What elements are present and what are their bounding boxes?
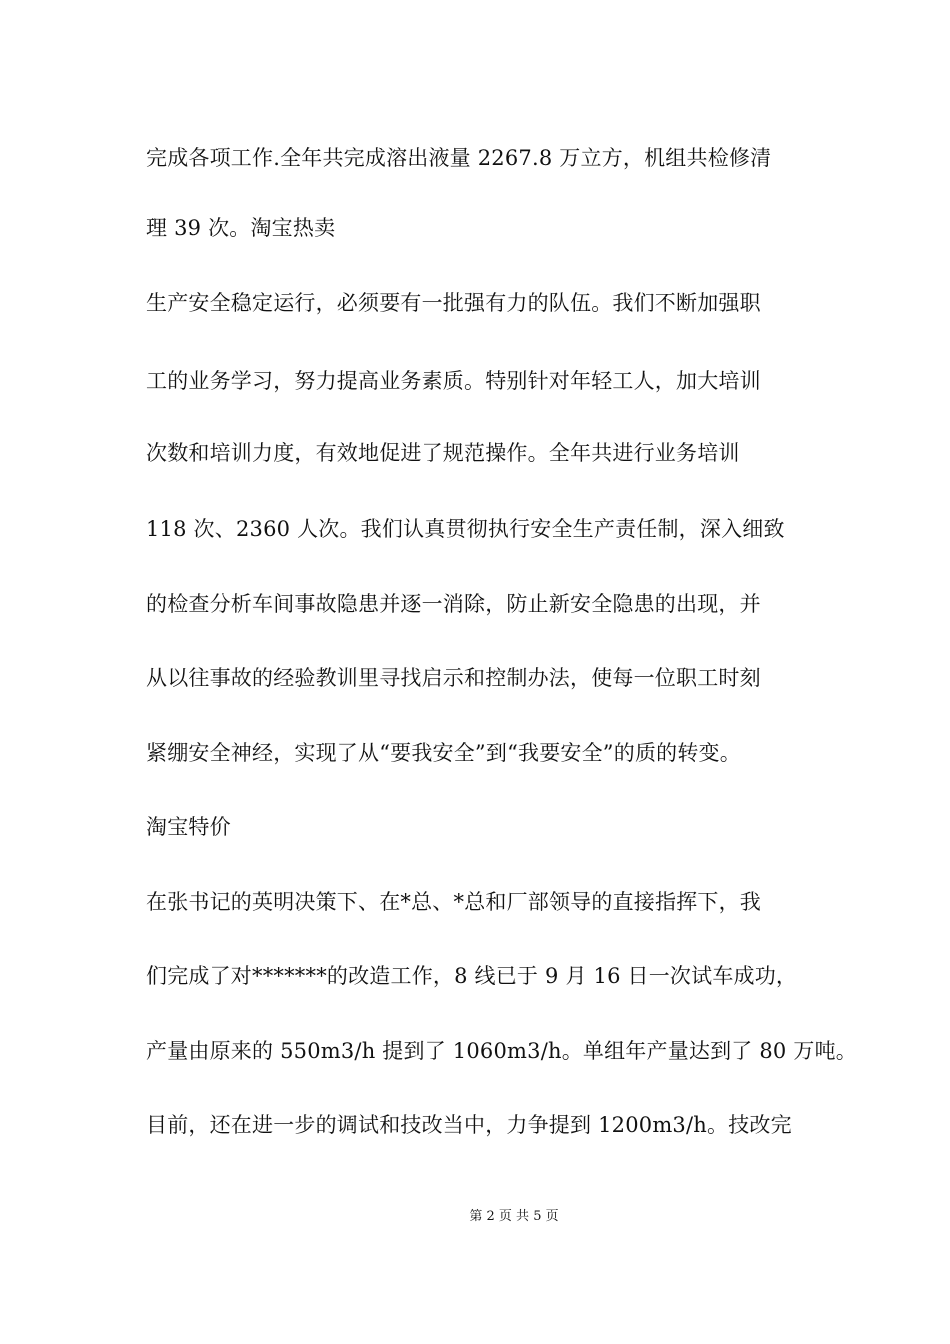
text-line: 工的业务学习，努力提高业务素质。特别针对年轻工人，加大培训 [146, 369, 761, 393]
text-line: 在张书记的英明决策下、在*总、*总和厂部领导的直接指挥下，我 [146, 890, 761, 914]
text-line: 产量由原来的 550m3/h 提到了 1060m3/h。单组年产量达到了 80 万吨。 [146, 1039, 857, 1063]
text-line: 次数和培训力度，有效地促进了规范操作。全年共进行业务培训 [146, 441, 740, 465]
text-line: 完成各项工作.全年共完成溶出液量 2267.8 万立方，机组共检修清 [146, 146, 772, 170]
text-line: 的检查分析车间事故隐患并逐一消除，防止新安全隐患的出现，并 [146, 592, 761, 616]
text-line: 118 次、2360 人次。我们认真贯彻执行安全生产责任制，深入细致 [146, 517, 785, 541]
text-line: 目前，还在进一步的调试和技改当中，力争提到 1200m3/h。技改完 [146, 1113, 792, 1137]
text-line: 理 39 次。淘宝热卖 [146, 216, 336, 240]
text-line: 从以往事故的经验教训里寻找启示和控制办法，使每一位职工时刻 [146, 666, 761, 690]
text-line: 们完成了对*******的改造工作，8 线已于 9 月 16 日一次试车成功， [146, 964, 798, 988]
text-line: 生产安全稳定运行，必须要有一批强有力的队伍。我们不断加强职 [146, 291, 761, 315]
page-number-footer: 第 2 页 共 5 页 [469, 1209, 559, 1224]
text-line: 紧绷安全神经，实现了从“要我安全”到“我要安全”的质的转变。 [146, 741, 741, 765]
text-line: 淘宝特价 [146, 815, 231, 839]
